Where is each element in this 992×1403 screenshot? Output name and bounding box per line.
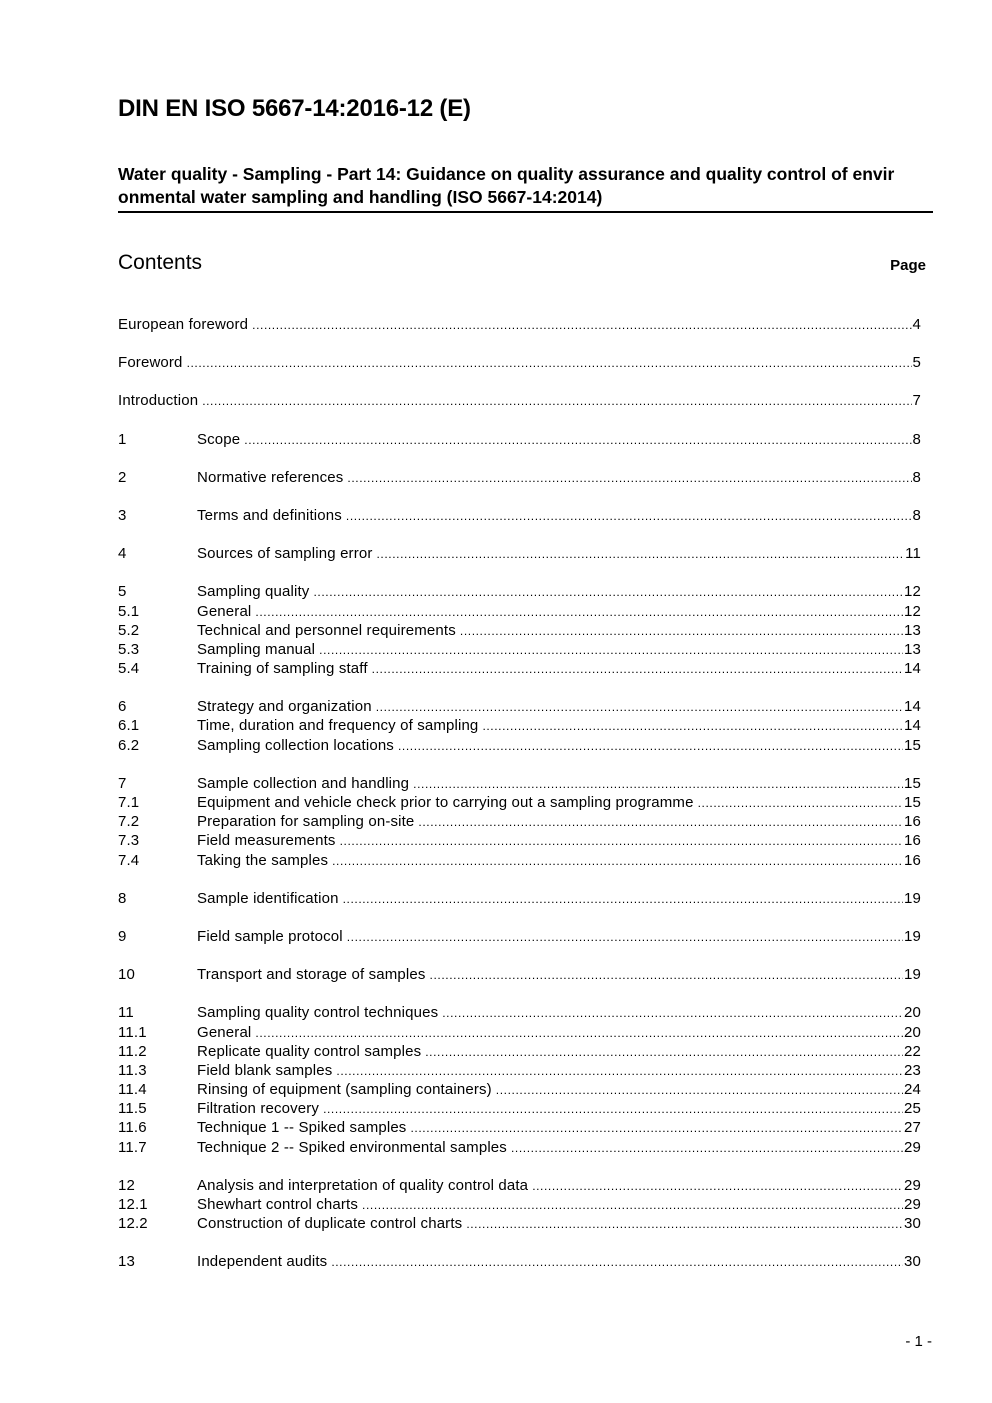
toc-entry-page: 15: [904, 794, 921, 811]
toc-entry[interactable]: [118, 927, 921, 946]
toc-entry[interactable]: [118, 851, 921, 870]
toc-entry-page: 16: [904, 832, 921, 850]
toc-entry-title: Sampling quality: [197, 583, 310, 601]
document-number: DIN EN ISO 5667-14:2016-12 (E): [118, 95, 471, 122]
toc-entry-page: 8: [912, 506, 921, 524]
toc-entry[interactable]: [118, 1080, 921, 1099]
toc-entry-title: Replicate quality control samples: [197, 1042, 422, 1060]
toc-entry-page: 13: [904, 621, 921, 639]
toc-entry-title: General: [197, 602, 252, 620]
toc-dot-leader: [413, 775, 903, 794]
toc-dot-leader: [496, 1081, 903, 1100]
toc-entry[interactable]: [118, 736, 921, 755]
toc-entry-page: 8: [912, 430, 921, 448]
page-number: - 1 -: [905, 1333, 932, 1350]
toc-entry-number: 1: [118, 430, 127, 448]
toc-entry[interactable]: [118, 812, 921, 831]
toc-entry-title: Technique 2 -- Spiked environmental samples: [197, 1138, 507, 1156]
toc-entry-page: 12: [904, 583, 921, 601]
toc-entry-page: 14: [904, 717, 921, 735]
toc-entry-title: Technique 1 -- Spiked samples: [197, 1119, 407, 1137]
toc-entry-number: 11.1: [118, 1023, 147, 1041]
toc-dot-leader: [425, 1043, 903, 1062]
toc-entry[interactable]: [118, 582, 921, 601]
toc-entry-title: Preparation for sampling on-site: [197, 813, 415, 831]
toc-dot-leader: [323, 1100, 903, 1119]
toc-entry-number: 11.2: [118, 1042, 147, 1060]
toc-entry-title: European foreword: [118, 316, 249, 333]
toc-entry[interactable]: [118, 468, 921, 487]
toc-entry[interactable]: [118, 544, 921, 563]
toc-entry-title: Field sample protocol: [197, 927, 343, 945]
toc-dot-leader: [442, 1004, 903, 1023]
toc-entry-page: 25: [904, 1100, 921, 1118]
toc-entry-number: 11: [118, 1004, 134, 1022]
toc-dot-leader: [410, 1119, 903, 1138]
toc-entry-title: Sample collection and handling: [197, 774, 410, 792]
toc-entry-page: 19: [904, 927, 921, 945]
toc-entry-title: Field measurements: [197, 832, 336, 850]
toc-entry-title: Sampling collection locations: [197, 736, 394, 754]
toc-dot-leader: [347, 928, 903, 947]
toc-entry-number: 6: [118, 698, 127, 716]
contents-heading: Contents: [118, 251, 203, 274]
table-of-contents: [118, 315, 921, 1272]
toc-entry-title: Sampling quality control techniques: [197, 1004, 439, 1022]
toc-dot-leader: [460, 622, 903, 641]
toc-dot-leader: [319, 641, 903, 660]
toc-dot-leader: [532, 1177, 903, 1196]
toc-dot-leader: [482, 717, 903, 736]
toc-entry[interactable]: [118, 353, 921, 372]
toc-entry-page: 11: [905, 545, 921, 563]
toc-entry[interactable]: [118, 315, 921, 334]
toc-dot-leader: [252, 316, 911, 335]
page-column-label: Page: [890, 257, 926, 274]
toc-entry-title: Filtration recovery: [197, 1100, 320, 1118]
toc-dot-leader: [466, 1215, 903, 1234]
toc-entry[interactable]: [118, 659, 921, 678]
toc-dot-leader: [398, 737, 903, 756]
toc-entry-number: 5.4: [118, 660, 140, 678]
toc-dot-leader: [430, 966, 903, 985]
toc-dot-leader: [511, 1139, 903, 1158]
toc-entry-page: 13: [904, 640, 921, 658]
toc-entry-title: Scope: [197, 430, 241, 448]
toc-entry[interactable]: [118, 1061, 921, 1080]
toc-entry-page: 5: [912, 354, 921, 372]
toc-entry-page: 14: [904, 660, 921, 678]
toc-entry-page: 29: [904, 1138, 921, 1156]
toc-entry-number: 8: [118, 889, 127, 907]
toc-dot-leader: [418, 813, 903, 832]
toc-entry-number: 4: [118, 545, 127, 563]
toc-entry-number: 6.1: [118, 717, 140, 735]
toc-dot-leader: [255, 1024, 903, 1043]
toc-entry[interactable]: [118, 1042, 921, 1061]
toc-entry[interactable]: [118, 1252, 921, 1271]
toc-entry-title: Sampling manual: [197, 640, 316, 658]
toc-entry-title: Construction of duplicate control charts: [197, 1215, 463, 1233]
toc-dot-leader: [244, 431, 911, 450]
toc-dot-leader: [377, 545, 905, 564]
toc-dot-leader: [698, 794, 903, 813]
toc-entry-page: 19: [904, 966, 921, 984]
toc-entry[interactable]: [118, 793, 921, 812]
toc-entry-number: 7: [118, 774, 127, 792]
toc-entry-page: 20: [904, 1004, 921, 1022]
toc-entry-page: 30: [904, 1253, 921, 1271]
toc-entry-page: 12: [904, 602, 921, 620]
toc-entry-title: Sources of sampling error: [197, 545, 373, 563]
toc-entry-number: 2: [118, 468, 127, 486]
toc-dot-leader: [331, 1253, 903, 1272]
toc-dot-leader: [347, 469, 911, 488]
toc-entry-number: 11.6: [118, 1119, 147, 1137]
toc-entry-page: 29: [904, 1196, 921, 1213]
toc-entry-title: Strategy and organization: [197, 698, 372, 716]
toc-entry-title: Taking the samples: [197, 851, 329, 869]
toc-dot-leader: [362, 1196, 903, 1215]
toc-entry-title: Equipment and vehicle check prior to carrying out a sampling programme: [197, 794, 694, 811]
toc-entry-number: 11.5: [118, 1100, 147, 1118]
toc-entry-title: Sample identification: [197, 889, 339, 907]
toc-dot-leader: [346, 507, 912, 526]
toc-entry[interactable]: [118, 506, 921, 525]
toc-entry[interactable]: [118, 1023, 921, 1042]
toc-entry[interactable]: [118, 391, 921, 410]
toc-entry-number: 5.1: [118, 602, 140, 620]
toc-dot-leader: [343, 890, 903, 909]
toc-dot-leader: [376, 698, 903, 717]
toc-dot-leader: [332, 852, 903, 871]
toc-entry[interactable]: [118, 1003, 921, 1022]
toc-entry-title: Introduction: [118, 392, 199, 410]
toc-entry-number: 7.3: [118, 832, 140, 850]
toc-entry-page: 15: [904, 736, 921, 754]
toc-entry-title: Field blank samples: [197, 1061, 333, 1079]
document-title: Water quality - Sampling - Part 14: Guidance on quality assurance and quality control of envir onmental water sampling and handling (ISO 5667-14:2014): [118, 163, 933, 213]
toc-entry-number: 7.2: [118, 813, 140, 831]
toc-dot-leader: [202, 392, 911, 411]
toc-entry-title: Time, duration and frequency of sampling: [197, 717, 479, 735]
toc-entry-title: Rinsing of equipment (sampling containers): [197, 1081, 492, 1099]
toc-entry-number: 12.1: [118, 1196, 148, 1213]
toc-dot-leader: [336, 1062, 903, 1081]
toc-entry[interactable]: [118, 621, 921, 640]
toc-entry-number: 5: [118, 583, 127, 601]
toc-entry-page: 27: [904, 1119, 921, 1137]
toc-dot-leader: [313, 583, 903, 602]
toc-entry-title: Terms and definitions: [197, 506, 342, 524]
toc-entry[interactable]: [118, 774, 921, 793]
toc-entry-number: 5.2: [118, 621, 140, 639]
toc-dot-leader: [340, 832, 903, 851]
toc-entry-page: 20: [904, 1023, 921, 1041]
toc-entry-title: General: [197, 1023, 252, 1041]
toc-entry-title: Independent audits: [197, 1253, 328, 1271]
toc-entry-title: Shewhart control charts: [197, 1196, 359, 1213]
toc-entry-number: 11.3: [118, 1061, 147, 1079]
toc-entry-number: 6.2: [118, 736, 140, 754]
toc-entry[interactable]: [118, 1138, 921, 1157]
toc-entry-page: 22: [904, 1042, 921, 1060]
toc-dot-leader: [372, 660, 903, 679]
toc-entry[interactable]: [118, 697, 921, 716]
toc-entry[interactable]: [118, 430, 921, 449]
toc-entry-page: 16: [904, 813, 921, 831]
toc-entry-title: Normative references: [197, 468, 344, 486]
toc-entry[interactable]: [118, 831, 921, 850]
toc-dot-leader: [255, 603, 903, 622]
toc-entry[interactable]: [118, 1099, 921, 1118]
toc-entry-number: 13: [118, 1253, 135, 1271]
toc-entry[interactable]: [118, 965, 921, 984]
toc-entry[interactable]: [118, 640, 921, 659]
toc-entry-number: 11.7: [118, 1138, 147, 1156]
toc-entry-title: Analysis and interpretation of quality control data: [197, 1176, 529, 1194]
toc-entry-title: Transport and storage of samples: [197, 966, 426, 984]
toc-entry-number: 11.4: [118, 1081, 147, 1099]
toc-entry-page: 7: [912, 392, 921, 410]
toc-entry[interactable]: [118, 602, 921, 621]
toc-entry-page: 24: [904, 1081, 921, 1099]
toc-entry[interactable]: [118, 716, 921, 735]
toc-entry-page: 29: [904, 1176, 921, 1194]
toc-entry-page: 19: [904, 889, 921, 907]
toc-entry[interactable]: [118, 1118, 921, 1137]
toc-entry-page: 23: [904, 1061, 921, 1079]
toc-entry-number: 7.1: [118, 794, 140, 811]
toc-entry[interactable]: [118, 1214, 921, 1233]
toc-entry-number: 12: [118, 1176, 135, 1194]
toc-entry-number: 9: [118, 927, 127, 945]
toc-entry-page: 14: [904, 698, 921, 716]
toc-entry-number: 12.2: [118, 1215, 148, 1233]
toc-entry-title: Technical and personnel requirements: [197, 621, 456, 639]
toc-entry[interactable]: [118, 889, 921, 908]
toc-entry-page: 16: [904, 851, 921, 869]
toc-entry-number: 7.4: [118, 851, 140, 869]
toc-entry-page: 30: [904, 1215, 921, 1233]
toc-entry-page: 4: [912, 316, 921, 333]
toc-entry-title: Training of sampling staff: [197, 660, 368, 678]
toc-entry[interactable]: [118, 1176, 921, 1195]
toc-entry-number: 5.3: [118, 640, 140, 658]
toc-dot-leader: [187, 354, 912, 373]
toc-entry-number: 10: [118, 966, 135, 984]
toc-entry-page: 15: [904, 774, 921, 792]
toc-entry-page: 8: [912, 468, 921, 486]
toc-entry-title: Foreword: [118, 354, 183, 372]
toc-entry[interactable]: [118, 1195, 921, 1214]
toc-entry-number: 3: [118, 506, 127, 524]
